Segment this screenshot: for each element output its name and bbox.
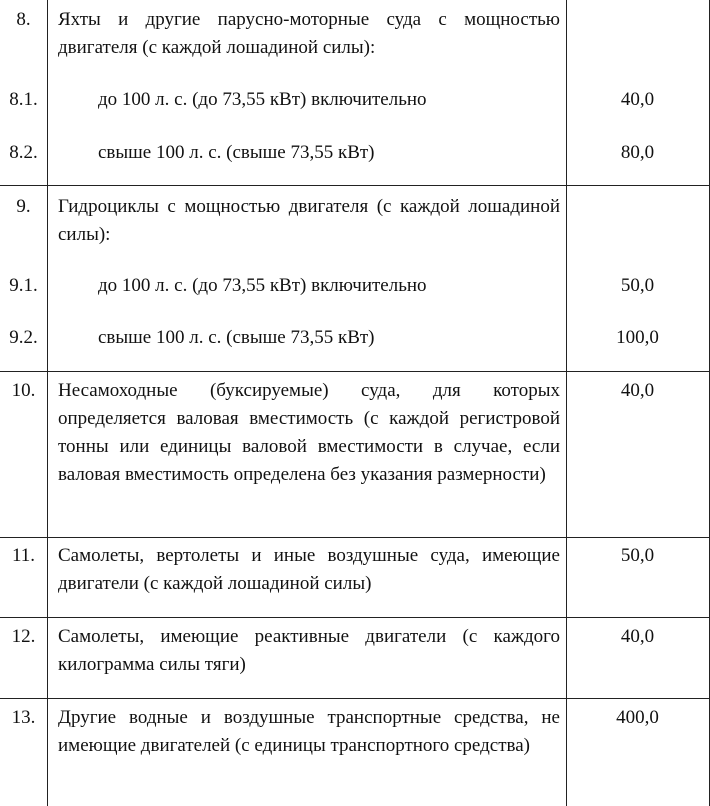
rate-value: 40,0: [620, 626, 655, 647]
row-divider: [0, 537, 710, 538]
row-description: Самолеты, вертолеты и иные воздушные суда, имеющие двигатели (с каждой лошадиной силы): [58, 545, 560, 594]
row-number: 11.: [11, 545, 36, 566]
subrow-description: свыше 100 л. с. (свыше 73,55 кВт): [98, 327, 375, 348]
rate-value: 100,0: [616, 327, 659, 348]
column-divider-number: [47, 0, 48, 806]
subrow-number: 8.1.: [9, 89, 38, 110]
subrow-description: до 100 л. с. (до 73,55 кВт) включительно: [98, 89, 427, 110]
row-divider: [0, 371, 710, 372]
subrow-number: 9.2.: [9, 327, 38, 348]
row-description: Гидроциклы с мощностью двигателя (с каждой лошадиной силы):: [58, 196, 560, 245]
subrow-number: 9.1.: [9, 275, 38, 296]
subrow-number: 8.2.: [9, 142, 38, 163]
rate-value: 400,0: [616, 707, 659, 728]
row-number: 8.: [16, 9, 31, 30]
row-number: 10.: [11, 380, 36, 401]
subrow-description: свыше 100 л. с. (свыше 73,55 кВт): [98, 142, 375, 163]
rate-value: 40,0: [620, 89, 655, 110]
rate-value: 80,0: [620, 142, 655, 163]
row-description: Несамоходные (буксируемые) суда, для которых определяется валовая вместимость (с каждой регистровой тонны или единицы валовой вместимости в случае, если валовая вместимость определена без указания размерности): [58, 380, 560, 485]
row-divider: [0, 617, 710, 618]
row-description: Самолеты, имеющие реактивные двигатели (с каждого килограмма силы тяги): [58, 626, 560, 675]
row-description: Другие водные и воздушные транспортные средства, не имеющие двигателей (с единицы транспортного средства): [58, 707, 560, 756]
subrow-description: до 100 л. с. (до 73,55 кВт) включительно: [98, 275, 427, 296]
row-number: 9.: [16, 196, 31, 217]
rate-value: 40,0: [620, 380, 655, 401]
rate-value: 50,0: [620, 275, 655, 296]
row-number: 13.: [11, 707, 36, 728]
row-description: Яхты и другие парусно-моторные суда с мощностью двигателя (с каждой лошадиной силы):: [58, 9, 560, 58]
rate-value: 50,0: [620, 545, 655, 566]
row-divider: [0, 698, 710, 699]
row-divider: [0, 185, 710, 186]
row-number: 12.: [11, 626, 36, 647]
